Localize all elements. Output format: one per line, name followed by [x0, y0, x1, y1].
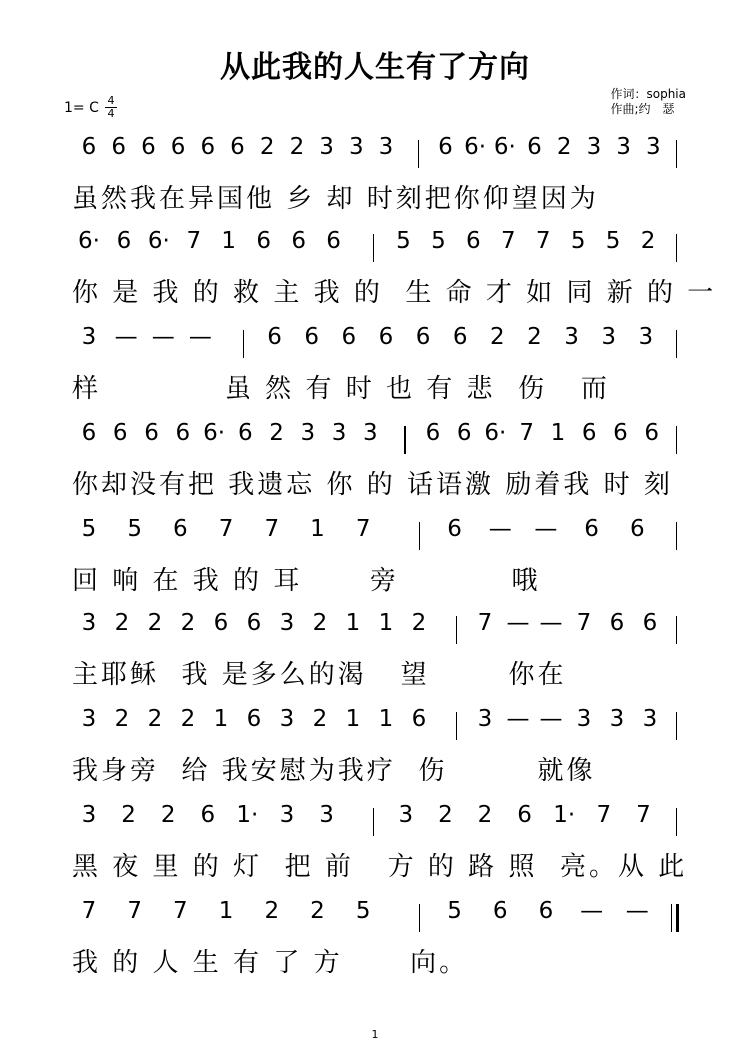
note: 2 — [114, 610, 130, 636]
time-signature-top: 4 — [107, 94, 115, 107]
note: — — [188, 324, 212, 350]
lyric-line: 你却没有把 我遗忘 你 的 话语激 励着我 时 刻 — [72, 470, 673, 500]
note: — — [506, 706, 530, 732]
end-bar-line — [676, 522, 677, 550]
note: 2 — [264, 898, 280, 924]
note: — — [151, 324, 175, 350]
notation-line — [76, 700, 686, 744]
end-bar-line — [676, 616, 677, 644]
note: 6 — [581, 420, 597, 446]
note: 1 — [345, 706, 361, 732]
note: 6 — [527, 134, 542, 160]
lyric-line: 回 响 在 我 的 耳 旁 哦 — [72, 566, 541, 596]
note: 3 — [378, 134, 394, 160]
note: 6 — [144, 420, 159, 446]
note: 3 — [331, 420, 347, 446]
note: 7 — [576, 610, 592, 636]
note: 3 — [81, 610, 97, 636]
notation-line — [76, 892, 686, 936]
lyric-line: 样 虽 然 有 时 也 有 悲 伤 而 — [72, 374, 610, 404]
note: 6· — [464, 134, 487, 160]
note: — — [506, 610, 530, 636]
note: 6 — [170, 134, 186, 160]
note: 6 — [256, 228, 272, 254]
note: 5 — [355, 898, 371, 924]
note: 6 — [447, 516, 462, 542]
note: 6 — [81, 134, 97, 160]
note: 6· — [203, 420, 226, 446]
note: 7 — [519, 420, 534, 446]
end-bar-line — [676, 330, 677, 358]
end-bar-line — [676, 140, 677, 168]
note: 1 — [221, 228, 237, 254]
note: 2 — [477, 802, 493, 828]
note: 6 — [116, 228, 132, 254]
double-bar-line — [671, 904, 672, 932]
end-bar-line — [676, 426, 677, 454]
composer: 作曲;约 瑟 — [610, 102, 675, 116]
bar-line — [373, 808, 374, 836]
note: 6 — [141, 134, 156, 160]
note: 2 — [121, 802, 136, 828]
note: 6 — [81, 420, 97, 446]
note: 5 — [396, 228, 411, 254]
note: — — [488, 516, 512, 542]
note: 3 — [616, 134, 631, 160]
note: 6 — [425, 420, 441, 446]
note: 6 — [246, 610, 262, 636]
note: — — [580, 898, 604, 924]
note: 6 — [230, 134, 245, 160]
note: 7 — [355, 516, 371, 542]
note: 7 — [218, 516, 234, 542]
note: 5 — [605, 228, 621, 254]
note: 2 — [289, 134, 305, 160]
note: 3 — [81, 802, 97, 828]
note: 7 — [81, 898, 97, 924]
note: 3 — [477, 706, 493, 732]
note: 7 — [500, 228, 516, 254]
note: — — [539, 610, 563, 636]
note: 2 — [147, 706, 163, 732]
note: — — [539, 706, 563, 732]
note: 3 — [398, 802, 414, 828]
note: 1 — [378, 610, 394, 636]
note: 6 — [341, 324, 357, 350]
note: 7 — [186, 228, 202, 254]
note: 6 — [613, 420, 628, 446]
note: 6· — [147, 228, 170, 254]
note: 2 — [312, 610, 328, 636]
note: 6 — [492, 898, 508, 924]
key-signature: 1= C — [64, 100, 99, 116]
note: — — [114, 324, 138, 350]
note: 6 — [200, 134, 216, 160]
time-signature-bottom: 4 — [107, 107, 115, 120]
note: 6· — [493, 134, 516, 160]
note: 6 — [411, 706, 427, 732]
bar-line — [456, 712, 457, 740]
note: 6 — [237, 420, 253, 446]
note: 6 — [304, 324, 320, 350]
page-number: 1 — [371, 1028, 379, 1041]
note: 6 — [213, 610, 229, 636]
note: 6 — [517, 802, 532, 828]
note: 6 — [609, 610, 625, 636]
note: 2 — [556, 134, 572, 160]
note: 3 — [319, 134, 334, 160]
note: 7 — [127, 898, 142, 924]
note: 6· — [78, 228, 100, 254]
note: 6 — [111, 134, 126, 160]
note: 2 — [640, 228, 656, 254]
note: 6 — [326, 228, 341, 254]
note: 3 — [564, 324, 579, 350]
bar-line — [418, 140, 419, 168]
bar-line — [419, 522, 420, 550]
note: 1 — [550, 420, 566, 446]
note: 6 — [642, 610, 658, 636]
lyric-line: 我 的 人 生 有 了 方 向。 — [72, 948, 469, 978]
note: 2 — [180, 706, 196, 732]
note: 2 — [114, 706, 130, 732]
note: 2 — [411, 610, 427, 636]
note: 2 — [310, 898, 325, 924]
note: 3 — [279, 610, 295, 636]
note: 3 — [81, 324, 97, 350]
note: 5 — [127, 516, 142, 542]
note: 3 — [81, 706, 97, 732]
note: 3 — [638, 324, 654, 350]
note: 1 — [218, 898, 234, 924]
note: 7 — [596, 802, 612, 828]
note: 2 — [312, 706, 328, 732]
note: 6 — [173, 516, 188, 542]
note: 2 — [160, 802, 176, 828]
lyric-line: 我身旁 给 我安慰为我疗 伤 就像 — [72, 756, 596, 786]
credits — [610, 87, 686, 117]
note: 6 — [175, 420, 191, 446]
note: 6 — [644, 420, 660, 446]
note: 6 — [584, 516, 599, 542]
note: 6· — [484, 420, 507, 446]
end-bar-line — [676, 904, 679, 932]
note: 6 — [112, 420, 128, 446]
note: 3 — [279, 706, 295, 732]
note: 3 — [586, 134, 602, 160]
bar-line — [419, 904, 420, 932]
song-title: 从此我的人生有了方向 — [220, 50, 530, 85]
note: 7 — [264, 516, 280, 542]
note: 2 — [259, 134, 275, 160]
lyric-line: 你 是 我 的 救 主 我 的 生 命 才 如 同 新 的 一 — [72, 278, 717, 308]
note: 6 — [629, 516, 645, 542]
bar-line — [243, 330, 244, 358]
note: 6 — [378, 324, 394, 350]
note: 3 — [576, 706, 592, 732]
note: 5 — [447, 898, 462, 924]
note: 6 — [415, 324, 431, 350]
note: 7 — [535, 228, 551, 254]
note: 5 — [570, 228, 586, 254]
lyric-line: 黑 夜 里 的 灯 把 前 方 的 路 照 亮。从 此 — [72, 852, 688, 882]
note: 3 — [642, 706, 658, 732]
notation-line — [76, 222, 686, 266]
note: — — [625, 898, 649, 924]
note: 1 — [213, 706, 229, 732]
end-bar-line — [676, 712, 677, 740]
note: 5 — [431, 228, 446, 254]
note: 2 — [269, 420, 284, 446]
note: 2 — [180, 610, 196, 636]
note: 1· — [236, 802, 259, 828]
lyricist: 作词：sophia — [610, 87, 686, 101]
note: 3 — [645, 134, 661, 160]
note: 3 — [300, 420, 316, 446]
lyric-line: 虽然我在异国他 乡 却 时刻把你仰望因为 — [72, 184, 599, 214]
note: 2 — [147, 610, 163, 636]
notation-line — [76, 128, 686, 172]
note: 6 — [438, 134, 453, 160]
note: 7 — [477, 610, 493, 636]
end-bar-line — [676, 808, 677, 836]
note: 3 — [363, 420, 378, 446]
note: 3 — [609, 706, 625, 732]
note: 6 — [291, 228, 306, 254]
note: 6 — [466, 228, 481, 254]
bar-line — [456, 616, 457, 644]
note: 6 — [267, 324, 282, 350]
note: 3 — [348, 134, 364, 160]
lyric-line: 主耶稣 我 是多么的渴 望 你在 — [72, 660, 567, 690]
bar-line — [404, 426, 405, 454]
note: 1· — [553, 802, 576, 828]
note: 2 — [490, 324, 505, 350]
notation-line — [76, 510, 686, 554]
end-bar-line — [676, 234, 677, 262]
note: 3 — [319, 802, 334, 828]
note: 7 — [636, 802, 651, 828]
notation-line — [76, 318, 686, 362]
note: 1 — [378, 706, 394, 732]
notation-line — [76, 796, 686, 840]
note: 2 — [527, 324, 542, 350]
note: 3 — [601, 324, 617, 350]
notation-line — [76, 414, 686, 458]
note: 1 — [310, 516, 325, 542]
note: 6 — [246, 706, 262, 732]
note: 3 — [279, 802, 295, 828]
note: 6 — [452, 324, 468, 350]
note: 7 — [173, 898, 188, 924]
note: 1 — [345, 610, 361, 636]
note: 6 — [456, 420, 472, 446]
note: 6 — [200, 802, 216, 828]
note: 2 — [438, 802, 453, 828]
note: 6 — [538, 898, 554, 924]
note: 5 — [81, 516, 97, 542]
time-signature — [105, 96, 117, 119]
bar-line — [373, 234, 374, 262]
note: — — [534, 516, 558, 542]
notation-line — [76, 604, 686, 648]
